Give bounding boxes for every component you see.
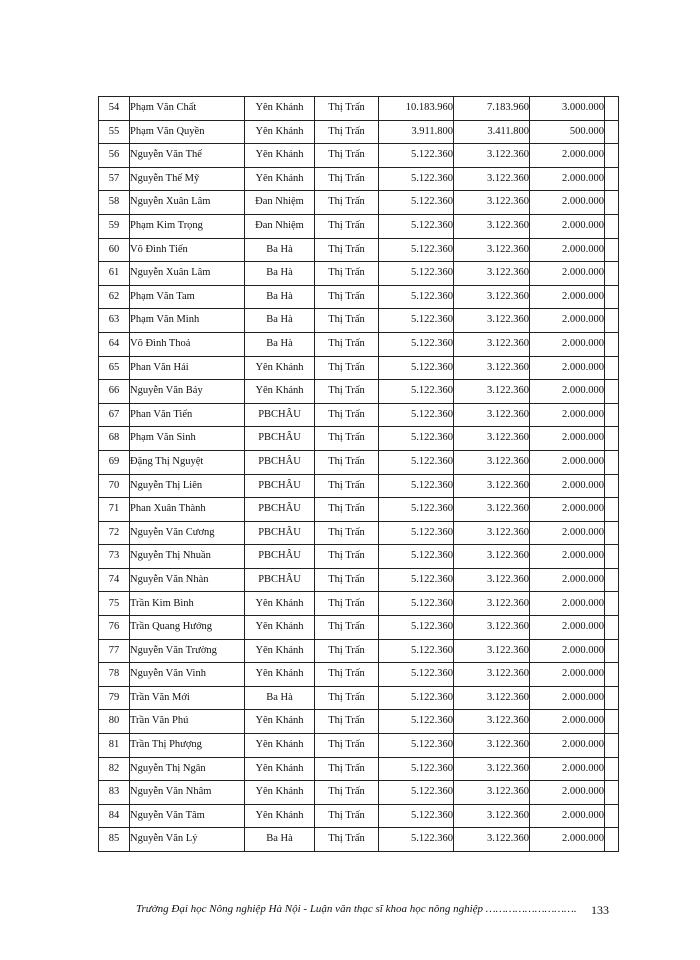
household-name: Trần Thị Phượng [130,734,245,758]
amount-total: 5.122.360 [379,214,454,238]
village-name: Yên Khánh [245,144,315,168]
amount-second: 3.122.360 [454,804,530,828]
table-row [99,592,619,616]
amount-second: 3.122.360 [454,686,530,710]
village-name: Yên Khánh [245,757,315,781]
amount-second: 7.183.960 [454,97,530,121]
amount-second: 3.411.800 [454,120,530,144]
village-name: PBCHÂU [245,498,315,522]
amount-third: 2.000.000 [530,380,605,404]
amount-total: 5.122.360 [379,309,454,333]
amount-second: 3.122.360 [454,167,530,191]
amount-total: 5.122.360 [379,356,454,380]
household-name: Phạm Văn Quyền [130,120,245,144]
note-cell [605,309,619,333]
note-cell [605,663,619,687]
commune-name: Thị Trấn [315,214,379,238]
amount-third: 2.000.000 [530,498,605,522]
village-name: Yên Khánh [245,639,315,663]
household-name: Phan Xuân Thành [130,498,245,522]
village-name: PBCHÂU [245,568,315,592]
household-name: Nguyễn Xuân Lâm [130,262,245,286]
amount-third: 2.000.000 [530,592,605,616]
household-name: Nguyễn Thị Ngân [130,757,245,781]
amount-second: 3.122.360 [454,356,530,380]
amount-third: 2.000.000 [530,616,605,640]
amount-second: 3.122.360 [454,521,530,545]
village-name: Yên Khánh [245,380,315,404]
row-number: 59 [99,214,130,238]
row-number: 64 [99,332,130,356]
village-name: Yên Khánh [245,804,315,828]
amount-third: 2.000.000 [530,545,605,569]
row-number: 54 [99,97,130,121]
commune-name: Thị Trấn [315,97,379,121]
amount-total: 5.122.360 [379,757,454,781]
note-cell [605,356,619,380]
page-footer [136,903,616,915]
amount-second: 3.122.360 [454,474,530,498]
amount-third: 2.000.000 [530,214,605,238]
amount-third: 2.000.000 [530,356,605,380]
note-cell [605,403,619,427]
amount-total: 5.122.360 [379,804,454,828]
row-number: 82 [99,757,130,781]
table-row [99,238,619,262]
table-row [99,167,619,191]
table-row [99,403,619,427]
amount-second: 3.122.360 [454,616,530,640]
page-number: 133 [591,903,609,917]
household-name: Đặng Thị Nguyệt [130,450,245,474]
amount-second: 3.122.360 [454,214,530,238]
note-cell [605,616,619,640]
amount-second: 3.122.360 [454,403,530,427]
amount-third: 2.000.000 [530,427,605,451]
note-cell [605,828,619,852]
amount-third: 2.000.000 [530,191,605,215]
household-name: Nguyễn Văn Tâm [130,804,245,828]
village-name: Ba Hà [245,262,315,286]
amount-third: 2.000.000 [530,285,605,309]
amount-third: 2.000.000 [530,262,605,286]
village-name: PBCHÂU [245,521,315,545]
amount-total: 10.183.960 [379,97,454,121]
amount-third: 2.000.000 [530,686,605,710]
commune-name: Thị Trấn [315,592,379,616]
note-cell [605,804,619,828]
amount-third: 2.000.000 [530,521,605,545]
household-name: Nguyễn Văn Trường [130,639,245,663]
note-cell [605,545,619,569]
household-name: Nguyễn Văn Bảy [130,380,245,404]
amount-second: 3.122.360 [454,568,530,592]
table-row [99,285,619,309]
commune-name: Thị Trấn [315,427,379,451]
note-cell [605,474,619,498]
commune-name: Thị Trấn [315,332,379,356]
household-name: Phạm Văn Tam [130,285,245,309]
commune-name: Thị Trấn [315,828,379,852]
row-number: 65 [99,356,130,380]
amount-total: 5.122.360 [379,734,454,758]
amount-total: 5.122.360 [379,781,454,805]
table-row [99,191,619,215]
household-name: Trần Quang Hưởng [130,616,245,640]
row-number: 83 [99,781,130,805]
amount-second: 3.122.360 [454,144,530,168]
amount-third: 2.000.000 [530,781,605,805]
table-row [99,498,619,522]
commune-name: Thị Trấn [315,545,379,569]
table-row [99,120,619,144]
household-name: Nguyễn Thị Liên [130,474,245,498]
household-name: Nguyễn Văn Lý [130,828,245,852]
village-name: Ba Hà [245,238,315,262]
table-row [99,356,619,380]
commune-name: Thị Trấn [315,167,379,191]
table-row [99,663,619,687]
amount-third: 2.000.000 [530,757,605,781]
amount-third: 2.000.000 [530,450,605,474]
amount-second: 3.122.360 [454,191,530,215]
note-cell [605,97,619,121]
household-support-table [98,96,619,852]
commune-name: Thị Trấn [315,757,379,781]
amount-second: 3.122.360 [454,332,530,356]
row-number: 66 [99,380,130,404]
commune-name: Thị Trấn [315,144,379,168]
table-row [99,97,619,121]
commune-name: Thị Trấn [315,616,379,640]
row-number: 77 [99,639,130,663]
commune-name: Thị Trấn [315,781,379,805]
village-name: Yên Khánh [245,663,315,687]
village-name: Yên Khánh [245,356,315,380]
household-name: Nguyễn Văn Nhàn [130,568,245,592]
note-cell [605,781,619,805]
row-number: 75 [99,592,130,616]
commune-name: Thị Trấn [315,686,379,710]
village-name: Yên Khánh [245,616,315,640]
table-row [99,710,619,734]
row-number: 62 [99,285,130,309]
note-cell [605,710,619,734]
household-name: Nguyễn Xuân Lâm [130,191,245,215]
commune-name: Thị Trấn [315,285,379,309]
amount-third: 2.000.000 [530,474,605,498]
village-name: Yên Khánh [245,97,315,121]
note-cell [605,191,619,215]
household-name: Nguyễn Văn Cương [130,521,245,545]
amount-total: 5.122.360 [379,427,454,451]
note-cell [605,238,619,262]
village-name: Đan Nhiệm [245,191,315,215]
household-name: Phạm Kim Trọng [130,214,245,238]
note-cell [605,498,619,522]
note-cell [605,427,619,451]
row-number: 70 [99,474,130,498]
table-row [99,450,619,474]
village-name: Đan Nhiệm [245,214,315,238]
village-name: PBCHÂU [245,545,315,569]
row-number: 60 [99,238,130,262]
household-name: Phạm Văn Sinh [130,427,245,451]
table-body [99,97,619,852]
amount-second: 3.122.360 [454,757,530,781]
row-number: 61 [99,262,130,286]
commune-name: Thị Trấn [315,450,379,474]
household-name: Trần Văn Mới [130,686,245,710]
table-row [99,309,619,333]
amount-third: 2.000.000 [530,639,605,663]
amount-second: 3.122.360 [454,710,530,734]
row-number: 57 [99,167,130,191]
row-number: 85 [99,828,130,852]
village-name: Ba Hà [245,686,315,710]
table-row [99,214,619,238]
row-number: 73 [99,545,130,569]
household-name: Nguyễn Thế Mỹ [130,167,245,191]
amount-total: 5.122.360 [379,144,454,168]
table-row [99,568,619,592]
commune-name: Thị Trấn [315,734,379,758]
amount-total: 5.122.360 [379,450,454,474]
household-name: Phan Văn Hải [130,356,245,380]
note-cell [605,686,619,710]
row-number: 76 [99,616,130,640]
note-cell [605,214,619,238]
village-name: Ba Hà [245,828,315,852]
amount-total: 5.122.360 [379,828,454,852]
amount-third: 2.000.000 [530,663,605,687]
amount-total: 5.122.360 [379,568,454,592]
village-name: Yên Khánh [245,781,315,805]
note-cell [605,757,619,781]
amount-second: 3.122.360 [454,450,530,474]
amount-total: 5.122.360 [379,167,454,191]
amount-total: 5.122.360 [379,592,454,616]
amount-total: 5.122.360 [379,403,454,427]
village-name: PBCHÂU [245,450,315,474]
footer-text: Trường Đại học Nông nghiệp Hà Nội - Luận văn thạc sĩ khoa học nông nghiệp ………………………. [136,903,577,915]
amount-second: 3.122.360 [454,380,530,404]
row-number: 68 [99,427,130,451]
row-number: 84 [99,804,130,828]
note-cell [605,450,619,474]
note-cell [605,521,619,545]
amount-third: 2.000.000 [530,828,605,852]
note-cell [605,380,619,404]
village-name: Ba Hà [245,285,315,309]
amount-second: 3.122.360 [454,545,530,569]
table-row [99,804,619,828]
amount-second: 3.122.360 [454,734,530,758]
row-number: 80 [99,710,130,734]
household-name: Võ Đình Tiến [130,238,245,262]
amount-second: 3.122.360 [454,238,530,262]
note-cell [605,120,619,144]
commune-name: Thị Trấn [315,804,379,828]
amount-total: 5.122.360 [379,238,454,262]
amount-second: 3.122.360 [454,781,530,805]
amount-third: 2.000.000 [530,710,605,734]
table-row [99,639,619,663]
commune-name: Thị Trấn [315,403,379,427]
note-cell [605,592,619,616]
amount-total: 5.122.360 [379,686,454,710]
village-name: Ba Hà [245,309,315,333]
row-number: 79 [99,686,130,710]
amount-second: 3.122.360 [454,309,530,333]
amount-total: 5.122.360 [379,285,454,309]
row-number: 72 [99,521,130,545]
commune-name: Thị Trấn [315,663,379,687]
commune-name: Thị Trấn [315,262,379,286]
commune-name: Thị Trấn [315,639,379,663]
row-number: 63 [99,309,130,333]
amount-third: 3.000.000 [530,97,605,121]
row-number: 56 [99,144,130,168]
amount-third: 500.000 [530,120,605,144]
row-number: 55 [99,120,130,144]
commune-name: Thị Trấn [315,238,379,262]
commune-name: Thị Trấn [315,710,379,734]
amount-third: 2.000.000 [530,568,605,592]
note-cell [605,262,619,286]
commune-name: Thị Trấn [315,191,379,215]
row-number: 58 [99,191,130,215]
amount-total: 5.122.360 [379,710,454,734]
commune-name: Thị Trấn [315,474,379,498]
amount-second: 3.122.360 [454,285,530,309]
amount-total: 5.122.360 [379,639,454,663]
note-cell [605,332,619,356]
household-name: Phạm Văn Chất [130,97,245,121]
amount-third: 2.000.000 [530,144,605,168]
table-row [99,474,619,498]
amount-total: 5.122.360 [379,616,454,640]
table-row [99,828,619,852]
row-number: 74 [99,568,130,592]
amount-second: 3.122.360 [454,828,530,852]
table-row [99,781,619,805]
note-cell [605,639,619,663]
amount-total: 5.122.360 [379,474,454,498]
village-name: Yên Khánh [245,710,315,734]
commune-name: Thị Trấn [315,521,379,545]
amount-second: 3.122.360 [454,427,530,451]
village-name: PBCHÂU [245,474,315,498]
table-row [99,686,619,710]
table-row [99,427,619,451]
household-name: Trần Văn Phú [130,710,245,734]
commune-name: Thị Trấn [315,568,379,592]
note-cell [605,144,619,168]
village-name: Yên Khánh [245,592,315,616]
table-row [99,757,619,781]
amount-third: 2.000.000 [530,403,605,427]
household-name: Phạm Văn Minh [130,309,245,333]
amount-third: 2.000.000 [530,734,605,758]
household-name: Phan Văn Tiến [130,403,245,427]
table-row [99,521,619,545]
note-cell [605,568,619,592]
table-row [99,545,619,569]
amount-total: 5.122.360 [379,332,454,356]
amount-total: 5.122.360 [379,663,454,687]
amount-third: 2.000.000 [530,332,605,356]
row-number: 78 [99,663,130,687]
amount-second: 3.122.360 [454,639,530,663]
amount-total: 3.911.800 [379,120,454,144]
note-cell [605,167,619,191]
amount-second: 3.122.360 [454,262,530,286]
commune-name: Thị Trấn [315,120,379,144]
amount-total: 5.122.360 [379,380,454,404]
amount-third: 2.000.000 [530,309,605,333]
row-number: 67 [99,403,130,427]
amount-second: 3.122.360 [454,498,530,522]
village-name: Yên Khánh [245,734,315,758]
village-name: Yên Khánh [245,167,315,191]
table-row [99,332,619,356]
amount-total: 5.122.360 [379,545,454,569]
village-name: Ba Hà [245,332,315,356]
table-row [99,616,619,640]
household-name: Võ Đình Thoả [130,332,245,356]
commune-name: Thị Trấn [315,498,379,522]
commune-name: Thị Trấn [315,380,379,404]
amount-total: 5.122.360 [379,498,454,522]
note-cell [605,734,619,758]
row-number: 69 [99,450,130,474]
amount-second: 3.122.360 [454,592,530,616]
table-row [99,734,619,758]
row-number: 81 [99,734,130,758]
table-row [99,262,619,286]
amount-total: 5.122.360 [379,191,454,215]
amount-third: 2.000.000 [530,804,605,828]
amount-total: 5.122.360 [379,521,454,545]
village-name: PBCHÂU [245,427,315,451]
table-row [99,144,619,168]
note-cell [605,285,619,309]
row-number: 71 [99,498,130,522]
household-name: Nguyễn Văn Vinh [130,663,245,687]
commune-name: Thị Trấn [315,356,379,380]
table-row [99,380,619,404]
commune-name: Thị Trấn [315,309,379,333]
amount-second: 3.122.360 [454,663,530,687]
amount-third: 2.000.000 [530,238,605,262]
amount-third: 2.000.000 [530,167,605,191]
household-name: Nguyễn Văn Nhâm [130,781,245,805]
village-name: PBCHÂU [245,403,315,427]
household-name: Trần Kim Bình [130,592,245,616]
amount-total: 5.122.360 [379,262,454,286]
household-name: Nguyễn Thị Nhuần [130,545,245,569]
household-name: Nguyễn Văn Thế [130,144,245,168]
village-name: Yên Khánh [245,120,315,144]
